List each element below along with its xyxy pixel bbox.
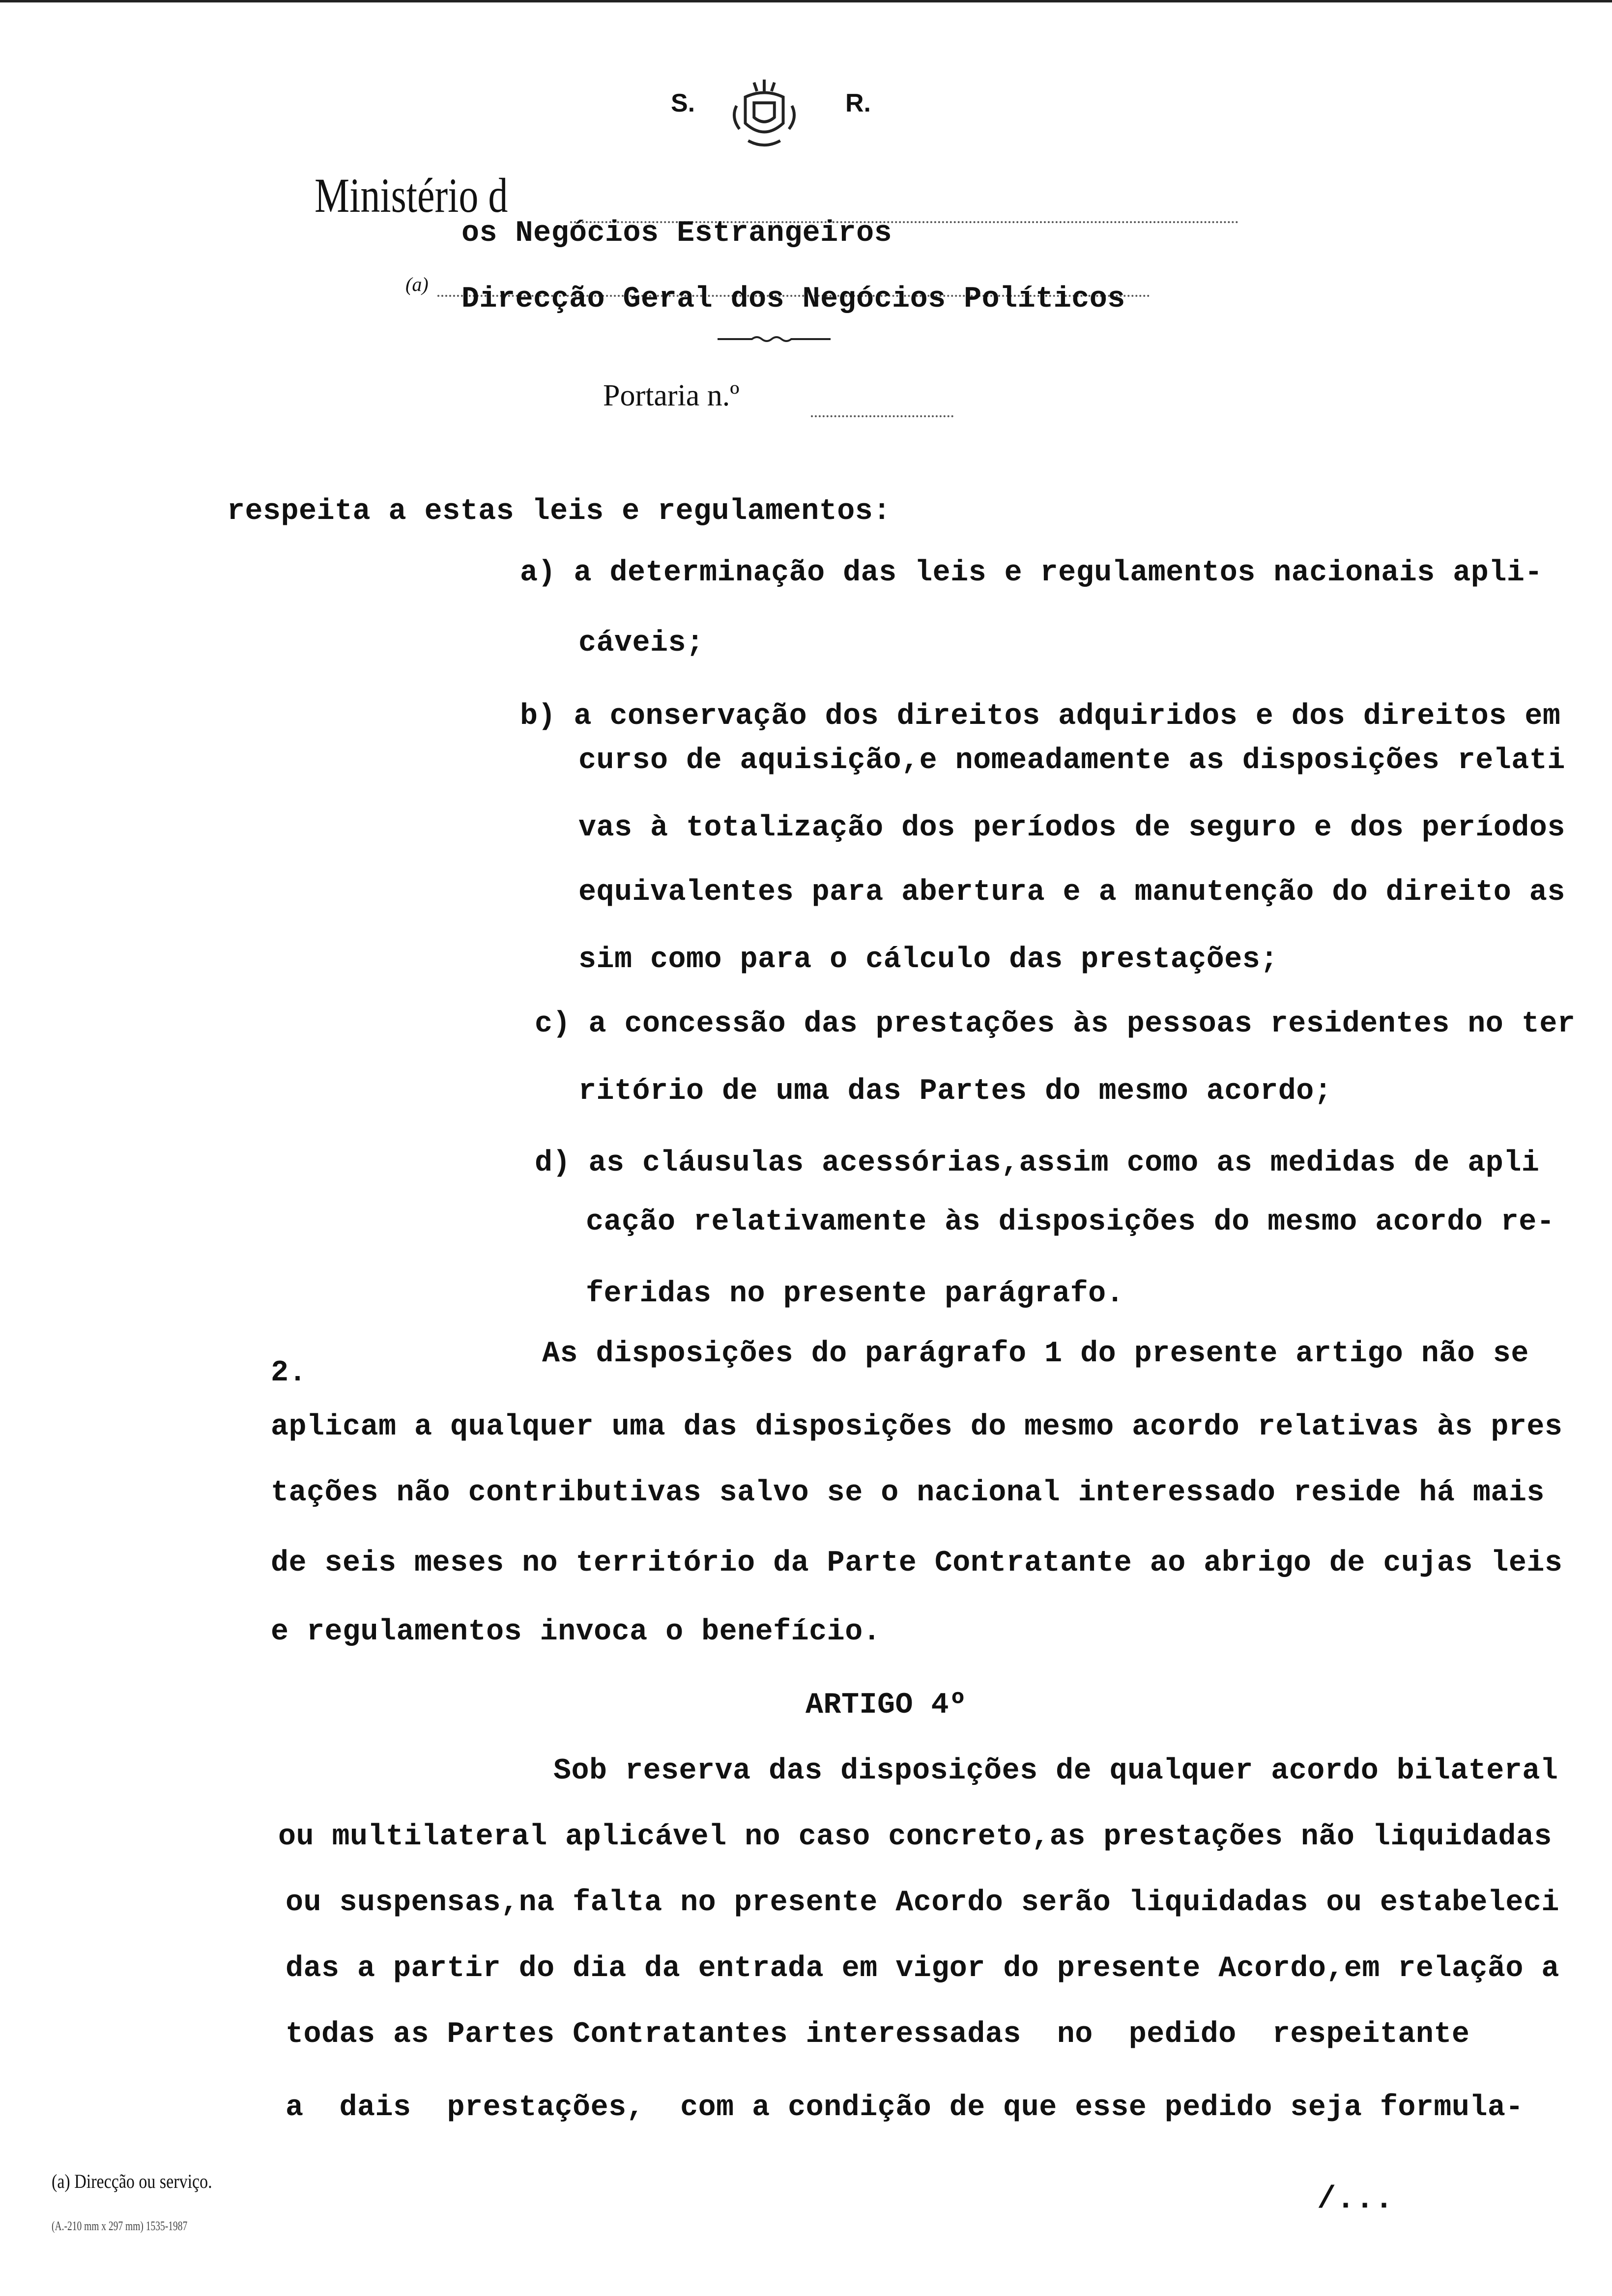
item-d-line: cação relativamente às disposições do mesmo acordo re- — [586, 1205, 1555, 1239]
article-heading: ARTIGO 4º — [806, 1689, 967, 1722]
ministry-label: Ministério d — [315, 168, 508, 223]
paragraph-2-line: As disposições do parágrafo 1 do presente artigo não se — [542, 1337, 1529, 1371]
article-4-line: a dais prestações, com a condição de que esse pedido seja formula- — [286, 2091, 1524, 2124]
continuation-mark: /... — [1317, 2182, 1394, 2217]
paragraph-2-line: tações não contributivas salvo se o nacional interessado reside há mais — [271, 1476, 1545, 1510]
paragraph-2-line: de seis meses no território da Parte Contratante ao abrigo de cujas leis — [271, 1547, 1563, 1580]
letterhead-r: R. — [845, 89, 871, 117]
portaria-number-line — [811, 415, 953, 417]
ministry-name: os Negócios Estrangeiros — [461, 217, 892, 250]
item-d-line: d) as cláusulas acessórias,assim como as medidas de apli — [535, 1147, 1540, 1180]
paragraph-2-line: aplicam a qualquer uma das disposições do mesmo acordo relativas às pres — [271, 1410, 1563, 1444]
decorative-squiggle — [718, 334, 831, 344]
article-4-line: das a partir do dia da entrada em vigor do presente Acordo,em relação a — [286, 1952, 1559, 1985]
footnote: (a) Direcção ou serviço. — [52, 2170, 212, 2192]
article-4-line: ou suspensas,na falta no presente Acordo serão liquidadas ou estabeleci — [286, 1886, 1559, 1920]
article-4-line: Sob reserva das disposições de qualquer acordo bilateral — [553, 1754, 1558, 1788]
item-b-line: sim como para o cálculo das prestações; — [578, 943, 1278, 976]
form-code: (A.-210 mm x 297 mm) 1535-1987 — [52, 2219, 188, 2233]
item-a-line: cáveis; — [578, 627, 704, 660]
item-c-line: ritório de uma das Partes do mesmo acordo; — [578, 1075, 1332, 1108]
item-b-line: curso de aquisição,e nomeadamente as disposições relati — [578, 744, 1565, 777]
paragraph-2-line: e regulamentos invoca o benefício. — [271, 1615, 881, 1649]
page-top-border — [0, 0, 1612, 2]
article-4-line: ou multilateral aplicável no caso concreto,as prestações não liquidadas — [278, 1820, 1552, 1854]
item-d-line: feridas no presente parágrafo. — [586, 1277, 1124, 1311]
article-4-line: todas as Partes Contratantes interessadas no pedido respeitante — [286, 2018, 1470, 2051]
item-b-line: vas à totalização dos períodos de seguro e dos períodos — [578, 811, 1565, 845]
paragraph-number: 2. — [271, 1356, 307, 1390]
item-b-line: equivalentes para abertura e a manutenção do direito as — [578, 876, 1565, 909]
item-b-line: b) a conservação dos direitos adquiridos e dos direitos em — [520, 700, 1561, 733]
item-a-line: a) a determinação das leis e regulamentos nacionais apli- — [520, 556, 1543, 590]
letterhead-s: S. — [671, 89, 695, 117]
item-c-line: c) a concessão das prestações às pessoas residentes no ter — [535, 1007, 1576, 1041]
coat-of-arms-emblem — [727, 74, 801, 152]
footnote-marker: (a) — [405, 273, 429, 295]
body-line: respeita a estas leis e regulamentos: — [227, 495, 891, 528]
directorate-name: Direcção Geral dos Negócios Políticos — [461, 283, 1125, 316]
portaria-label: Portaria n.º — [603, 379, 740, 412]
